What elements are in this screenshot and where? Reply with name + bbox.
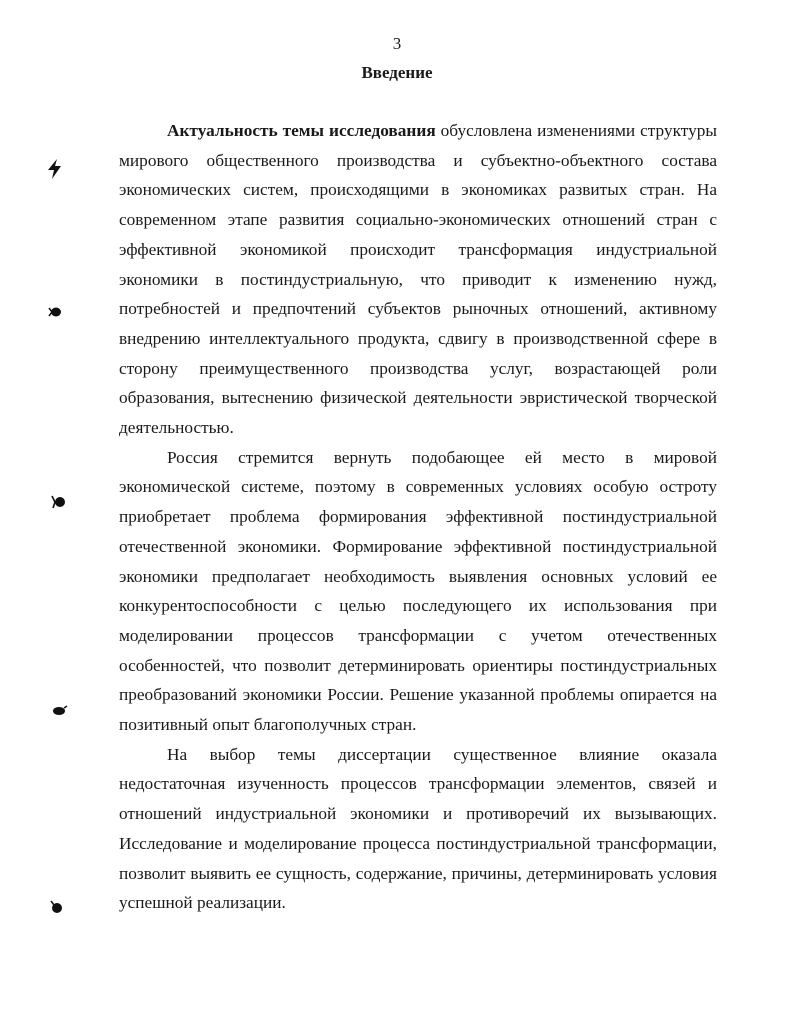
paragraph-text: Россия стремится вернуть подобающее ей место в мировой экономической системе, поэтому в современных условиях особую остроту приобретает проблема формирования эффективной постиндустриальной отечественной экономики. Формирование эффективной постиндустриальной экономики предполагает необходимость выявления основных условий ее конкурентоспособности с целью последующего их использования при моделировании процессов трансформации с учетом отечественных особенностей, что позволит детерминировать ориентиры постиндустриальных преобразований экономики России. Решение указанной проблемы опирается на позитивный опыт благополучных стран. (119, 447, 717, 735)
paragraph-text: На выбор темы диссертации существенное влияние оказала недостаточная изученность процессов трансформации элементов, связей и отношений индустриальной экономики и противоречий их вызывающих. Исследование и моделирование процесса постиндустриальной трансформации, позволит выявить ее сущность, содержание, причины, детерминировать условия успешной реализации. (119, 744, 717, 913)
binding-hole-mark-icon (50, 495, 66, 509)
paragraph-text: обусловлена изменениями структуры мирового общественного производства и субъектно-объектного состава экономических систем, происходящими в экономиках развитых стран. На современном этапе развития социально-экономических отношений стран с эффективной экономикой происходит трансформация индустриальной экономики в постиндустриальную, что приводит к изменению нужд, потребностей и предпочтений субъектов рыночных отношений, активному внедрению интеллектуального продукта, сдвигу в производственной сфере в сторону преимущественного производства услуг, возрастающей роли образования, вытеснению физической деятельности эвристической творческой деятельностью. (119, 121, 717, 438)
binding-hole-mark-icon (48, 306, 62, 318)
binding-hole-mark-icon (48, 900, 64, 914)
paragraph-russia (119, 443, 717, 740)
binding-hole-mark-icon (50, 705, 68, 717)
binding-hole-mark-icon (44, 158, 64, 180)
body-text (119, 116, 717, 918)
page-number: 3 (392, 34, 402, 53)
paragraph-relevance (119, 116, 717, 443)
page-title: Введение (361, 63, 433, 82)
paragraph-topic-choice (119, 740, 717, 918)
paragraph-lead: Актуальность темы исследования (167, 121, 436, 140)
